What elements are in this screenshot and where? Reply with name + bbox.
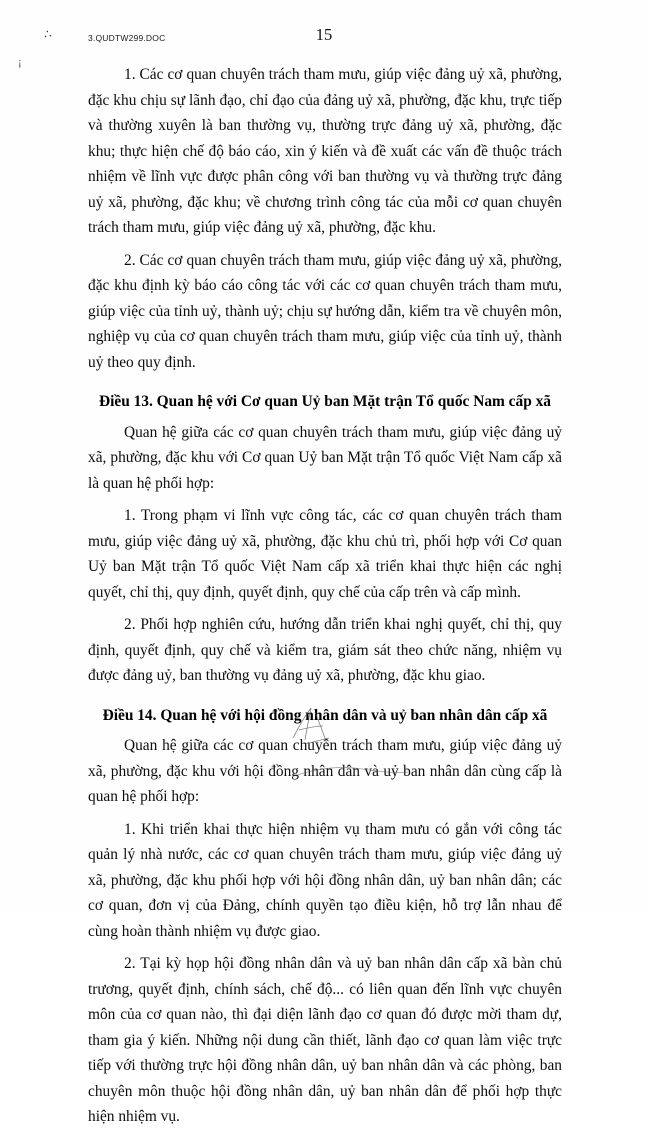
section-heading-dieu-14: Điều 14. Quan hệ với hội đồng nhân dân và uỷ ban nhân dân cấp xã xyxy=(102,706,548,724)
pen-mark-top-icon: ∴ xyxy=(42,26,53,42)
section-heading-dieu-13: Điều 13. Quan hệ với Cơ quan Uỷ ban Mặt trận Tổ quốc Nam cấp xã xyxy=(98,393,552,410)
paragraph: 2. Các cơ quan chuyên trách tham mưu, giúp việc đảng uỷ xã, phường, đặc khu định kỳ báo cáo công tác với các cơ quan chuyên trách tham mưu, giúp việc của tỉnh uỷ, thành uỷ; chịu sự hướng dẫn, kiểm tra về chuyên môn, nghiệp vụ của cơ quan chuyên trách tham mưu, giúp việc của tỉnh uỷ, thành uỷ theo quy định. xyxy=(88,251,562,371)
page-number: 15 xyxy=(315,25,333,44)
paragraph: 1. Các cơ quan chuyên trách tham mưu, giúp việc đảng uỷ xã, phường, đặc khu chịu sự lãnh đạo, chỉ đạo của đảng uỷ xã, phường, đặc khu, trực tiếp và thường xuyên là ban thường vụ, thường trực đảng uỷ xã, phường, đặc khu; thực hiện chế độ báo cáo, xin ý kiến và đề xuất các vấn đề thuộc trách nhiệm về lĩnh vực được phân công với ban thường vụ và thường trực đảng uỷ xã, phường, đặc khu; về chương trình công tác của mỗi cơ quan chuyên trách tham mưu, giúp việc đảng uỷ xã, phường, đặc khu. xyxy=(88,66,562,236)
paragraph: 1. Trong phạm vi lĩnh vực công tác, các cơ quan chuyên trách tham mưu, giúp việc đảng uỷ xã, phường, đặc khu chủ trì, phối hợp với Cơ quan Uỷ ban Mặt trận Tổ quốc Việt Nam cấp xã triển khai thực hiện các nghị quyết, chỉ thị, quy định, quyết định, quy chế của cấp trên và cấp mình. xyxy=(88,507,562,601)
paragraph: Quan hệ giữa các cơ quan chuyên trách tham mưu, giúp việc đảng uỷ xã, phường, đặc khu với Cơ quan Uỷ ban Mặt trận Tổ quốc Việt Nam cấp xã là quan hệ phối hợp: xyxy=(88,423,562,492)
document-body xyxy=(88,62,562,1130)
document-header-code: 3.QUDTW299.DOC xyxy=(88,33,166,43)
paragraph: 1. Khi triển khai thực hiện nhiệm vụ tham mưu có gắn với công tác quản lý nhà nước, các cơ quan chuyên trách tham mưu, giúp việc đảng uỷ xã, phường, đặc khu phối hợp với hội đồng nhân dân, uỷ ban nhân dân; các cơ quan, đơn vị của Đảng, chính quyền tạo điều kiện, hỗ trợ lẫn nhau để cùng hoàn thành nhiệm vụ được giao. xyxy=(88,820,562,940)
paragraph: 2. Tại kỳ họp hội đồng nhân dân và uỷ ban nhân dân cấp xã bàn chủ trương, quyết định, chính sách, chế độ... có liên quan đến lĩnh vực chuyên môn của cơ quan nào, thì đại diện lãnh đạo cơ quan đó được mời tham dự, tham gia ý kiến. Những nội dung cần thiết, lãnh đạo cơ quan làm việc trực tiếp với thường trực hội đồng nhân dân, uỷ ban nhân dân và các phòng, ban chuyên môn thuộc hội đồng nhân dân, uỷ ban nhân dân để phối hợp thực hiện nhiệm vụ. xyxy=(88,955,562,1125)
pen-mark-left-icon: ¡ xyxy=(18,56,22,68)
paragraph: Quan hệ giữa các cơ quan chuyên trách tham mưu, giúp việc đảng uỷ xã, phường, đặc khu với hội đồng nhân dân và uỷ ban nhân dân cùng cấp là quan hệ phối hợp: xyxy=(88,737,562,805)
paragraph: 2. Phối hợp nghiên cứu, hướng dẫn triển khai nghị quyết, chỉ thị, quy định, quyết định, quy chế và kiểm tra, giám sát theo chức năng, nhiệm vụ được đảng uỷ, ban thường vụ đảng uỷ xã, phường, đặc khu giao. xyxy=(88,616,562,684)
